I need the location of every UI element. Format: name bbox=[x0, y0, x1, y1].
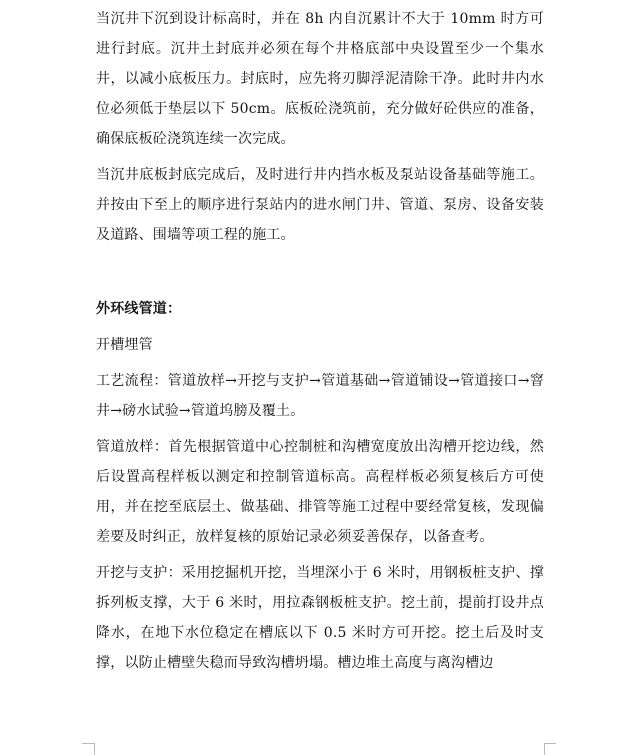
document-body bbox=[96, 4, 544, 678]
paragraph-pipe-layout: 管道放样：首先根据管道中心控制桩和沟槽宽度放出沟槽开挖边线，然后设置高程样板以测定和控制管道标高。高程样板必须复核后方可使用，并在挖至底层土、做基础、排管等施工过程中要经常复核，发现偏差要及时纠正，放样复核的原始记录必须妥善保存，以备查考。 bbox=[96, 439, 544, 545]
paragraph-open-trench-pipe: 开槽埋管 bbox=[96, 337, 153, 353]
crop-mark-left bbox=[94, 743, 95, 755]
paragraph-excavation-support: 开挖与支护：采用挖掘机开挖，当埋深小于 6 米时，用钢板桩支护、撑拆列板支撑，大于 6 米时，用拉森钢板桩支护。挖土前，提前打设井点降水，在地下水位稳定在槽底以下 0.5 米时方可开挖。挖土后及时支撑，以防止槽壁失稳而导致沟槽坍塌。槽边堆土高度与离沟槽边 bbox=[96, 565, 544, 671]
paragraph-pump-station-construction: 当沉井底板封底完成后，及时进行井内挡水板及泵站设备基础等施工。并按由下至上的顺序进行泵站内的进水闸门井、管道、泵房、设备安装及道路、围墙等项工程的施工。 bbox=[96, 167, 544, 243]
section-heading-outer-ring-pipeline: 外环线管道： bbox=[96, 301, 182, 317]
crop-mark-right bbox=[544, 743, 556, 744]
section-spacer bbox=[96, 250, 544, 294]
paragraph-sinking-well-sealing: 当沉井下沉到设计标高时，并在 8h 内自沉累计不大于 10mm 时方可进行封底。沉井土封底并必须在每个井格底部中央设置至少一个集水井，以减小底板压力。封底时，应先将刃脚浮泥清除干净。此时井内水位必须低于垫层以下 50cm。底板砼浇筑前，充分做好砼供应的准备，确保底板砼浇筑连续一次完成。 bbox=[96, 11, 544, 147]
crop-mark-right bbox=[544, 743, 545, 755]
crop-mark-left bbox=[82, 743, 94, 744]
paragraph-process-flow: 工艺流程：管道放样→开挖与支护→管道基础→管道铺设→管道接口→窨井→磅水试验→管道坞膀及覆土。 bbox=[96, 373, 544, 419]
